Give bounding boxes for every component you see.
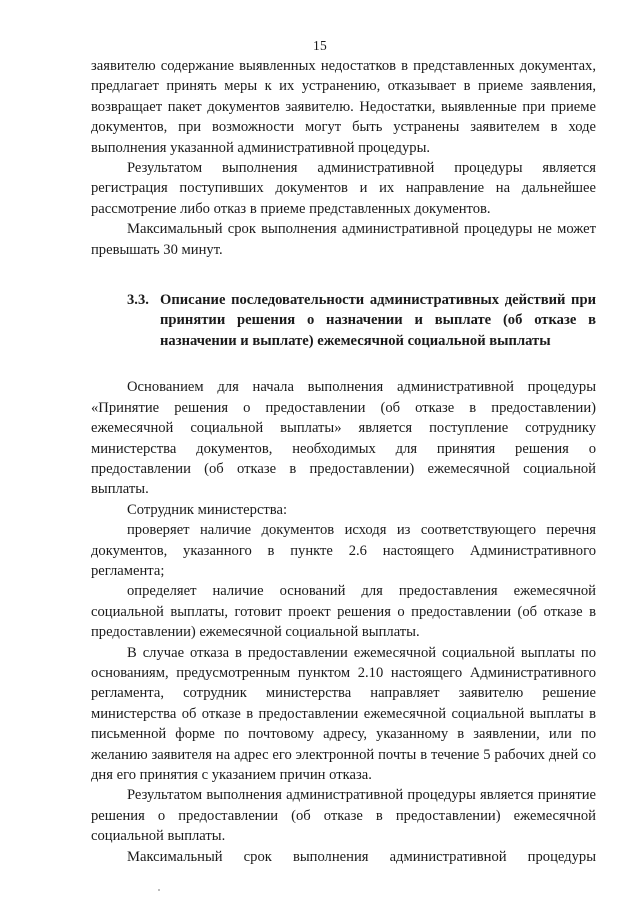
- document-body: [91, 56, 596, 867]
- page-number: 15: [312, 38, 328, 53]
- paragraph-result-decision: Результатом выполнения административной процедуры является принятие решения о предоставлении (об отказе в предоставлении) ежемесячной социальной выплаты.: [91, 787, 596, 845]
- paragraph-employee: Сотрудник министерства:: [127, 501, 288, 518]
- scan-artifact: [158, 889, 160, 891]
- paragraph-checks-documents: проверяет наличие документов исходя из соответствующего перечня документов, указанного в пункте 2.6 настоящего Административного регламента;: [91, 522, 596, 579]
- paragraph-max-time: Максимальный срок выполнения административной процедуры не может превышать 30 минут.: [91, 221, 596, 258]
- paragraph-continuation: заявителю содержание выявленных недостатков в представленных документах, предлагает принять меры к их устранению, отказывает в приеме заявления, возвращает пакет документов заявителю. Недостатки, выявленные при приеме документов, при возможности могут быть устранены заявителем в ходе выполнения указанной административной процедуры.: [91, 58, 596, 156]
- section-heading: [91, 290, 596, 351]
- paragraph-determines-grounds: определяет наличие оснований для предоставления ежемесячной социальной выплаты, готовит проект решения о предоставлении (об отказе в предоставлении) ежемесячной социальной выплаты.: [91, 583, 596, 641]
- paragraph-result: Результатом выполнения административной процедуры является регистрация поступивших документов и их направление на дальнейшее рассмотрение либо отказ в приеме представленных документов.: [91, 160, 596, 217]
- section-title: Описание последовательности административных действий при принятии решения о назначении и выплате (об отказе в назначении и выплате) ежемесячной социальной выплаты: [160, 292, 596, 349]
- paragraph-refusal-case: В случае отказа в предоставлении ежемесячной социальной выплаты по основаниям, предусмотренным пунктом 2.10 настоящего Административного регламента, сотрудник министерства направляет заявителю решение министерства об отказе в предоставлении ежемесячной социальной выплаты в письменной форме по почтовому адресу, указанному в заявлении, или по желанию заявителя на адрес его электронной почты в течение 5 рабочих дней со дня его принятия с указанием причин отказа.: [91, 644, 596, 783]
- section-number: 3.3.: [127, 292, 149, 309]
- paragraph-max-time-continued: Максимальный срок выполнения административной процедуры: [127, 848, 596, 865]
- paragraph-basis: Основанием для начала выполнения административной процедуры «Принятие решения о предоставлении (об отказе в предоставлении) ежемесячной социальной выплаты» является поступление сотруднику министерства документов, необходимых для принятия решения о предоставлении (об отказе в предоставлении) ежемесячной социальной выплаты.: [91, 379, 596, 498]
